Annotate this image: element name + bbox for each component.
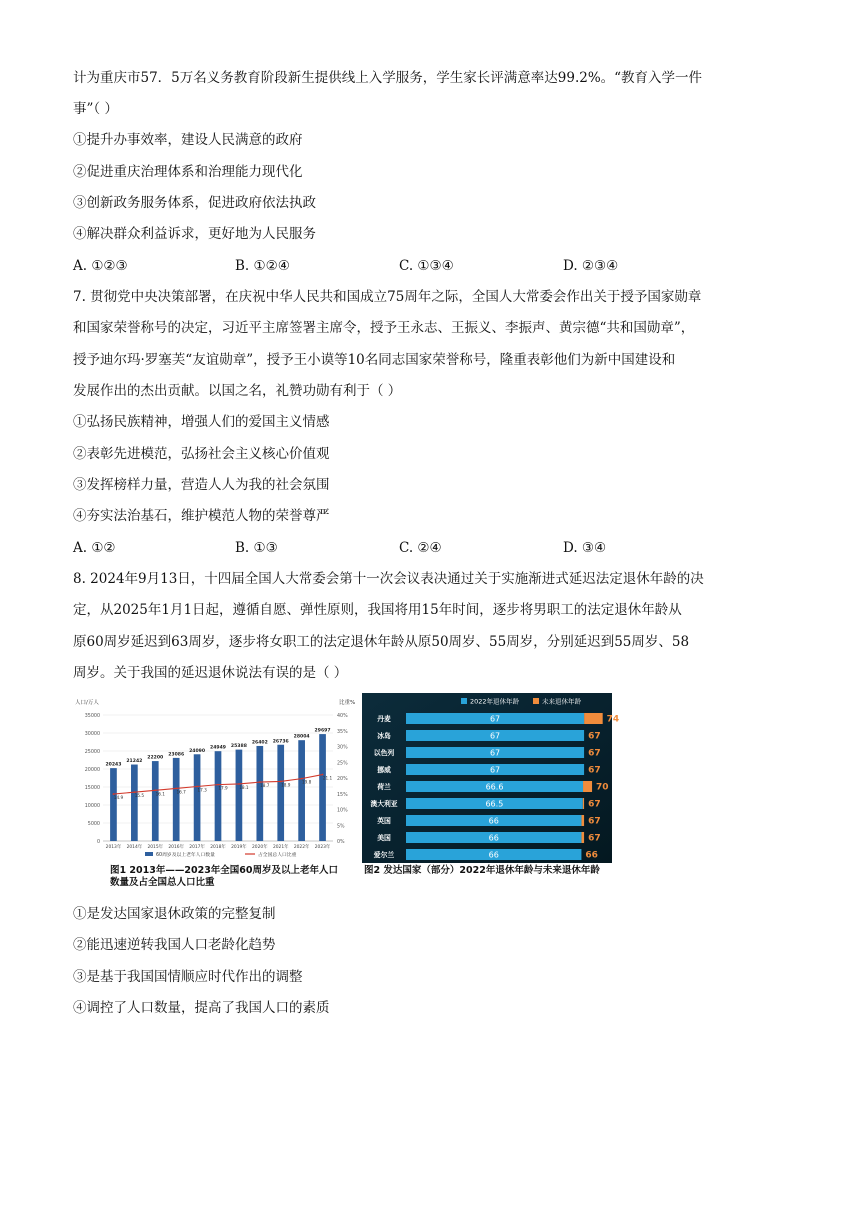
figure-1-y2-tick-label: 0% <box>337 840 345 845</box>
q8-statement-2: ②能迅速逆转我国人口老龄化趋势 <box>73 937 276 953</box>
figure-2-future-label: 67 <box>588 765 601 776</box>
figure-1-bar-label: 21242 <box>126 759 143 765</box>
figure-1-legend-swatch-bars <box>145 852 153 856</box>
figure-1-line-label: 18.9 <box>281 782 291 788</box>
figure-1-y2-tick-label: 5% <box>337 824 345 830</box>
figure-1-line-label: 17.9 <box>218 785 228 791</box>
figure-1-line-label: 18.1 <box>239 784 249 790</box>
figure-1-y-axis-label: 人口/万人 <box>75 700 99 706</box>
figure-1-y2-tick-label: 20% <box>337 777 348 782</box>
figure-1-bar <box>319 734 326 841</box>
figure-1-line-label: 14.9 <box>113 795 124 801</box>
figure-1-line-label: 18.7 <box>260 783 270 789</box>
figure-1-elderly-population-chart <box>73 693 357 863</box>
figure-2-country-label: 英国 <box>377 817 391 825</box>
figure-1-x-tick-label: 2020年 <box>252 845 268 850</box>
figure-2-retirement-age-chart <box>362 693 620 863</box>
figure-1-line-label: 17.3 <box>197 787 207 793</box>
q6-stem-line-1: 计为重庆市57．5万名义务教育阶段新生提供线上入学服务，学生家长评满意率达99.2%。“教育入学一件 <box>73 70 703 86</box>
figure-2-current-label: 66.5 <box>485 799 504 809</box>
figure-2-future-label: 67 <box>588 816 601 827</box>
figure-2-future-label: 67 <box>588 833 601 844</box>
figure-2-country-label: 冰岛 <box>377 732 391 740</box>
figure-1-line-label: 15.5 <box>134 793 145 799</box>
q6-options <box>73 256 773 276</box>
figure-1-bar-label: 24090 <box>189 748 206 754</box>
figure-1-x-tick-label: 2021年 <box>272 845 289 850</box>
figure-1-line-label: 21.1 <box>322 775 333 781</box>
figure-1-x-tick-label: 2014年 <box>126 845 143 850</box>
figure-2-current-label: 67 <box>489 748 501 758</box>
q7-options <box>73 538 773 558</box>
figure-2-country-label: 以色列 <box>373 749 395 757</box>
q6-statement-1: ①提升办事效率，建设人民满意的政府 <box>73 132 303 148</box>
q8-statement-1: ①是发达国家退休政策的完整复制 <box>73 906 276 922</box>
figure-1-y2-tick-label: 40% <box>337 714 348 719</box>
figure-2-current-label: 66.6 <box>485 782 504 792</box>
figure-1-y2-tick-label: 10% <box>337 808 348 814</box>
figure-2-future-label: 74 <box>606 714 620 725</box>
q7-stem-line-1: 7. 贯彻党中央决策部署，在庆祝中华人民共和国成立75周年之际，全国人大常委会作出关于授予国家勋章 <box>73 289 702 305</box>
q8-stem-line-1: 8. 2024年9月13日，十四届全国人大常委会第十一次会议表决通过关于实施渐进式延迟法定退休年龄的决 <box>73 571 704 587</box>
q8-statement-3: ③是基于我国国情顺应时代作出的调整 <box>73 969 303 985</box>
figure-1-line-label: 19.8 <box>301 779 312 785</box>
q6-stem-line-2: 事”（ ） <box>73 101 118 117</box>
figure-1-bar <box>236 750 243 841</box>
figure-1-y-tick-label: 25000 <box>84 750 100 755</box>
figure-1-bar-label: 26402 <box>251 740 268 746</box>
q7-statement-1: ①弘扬民族精神，增强人们的爱国主义情感 <box>73 414 330 430</box>
figure-1-y2-tick-label: 15% <box>337 792 348 798</box>
figure-2-caption: 图2 发达国家（部分）2022年退休年龄与未来退休年龄 <box>364 865 600 876</box>
figure-2-future-bar <box>583 798 584 809</box>
figure-2-current-label: 67 <box>489 765 501 775</box>
figure-1-bar <box>152 761 159 841</box>
figure-1-x-tick-label: 2023年 <box>314 845 331 850</box>
q6-statement-3: ③创新政务服务体系，促进政府依法执政 <box>73 195 316 211</box>
figure-2-legend-swatch-2022 <box>461 698 467 704</box>
q7-stem-line-2: 和国家荣誉称号的决定，习近平主席签署主席令，授予王永志、王振义、李振声、黄宗德“共和国勋章”， <box>73 320 695 336</box>
figure-2-legend-label-2022: 2022年退休年龄 <box>470 697 520 706</box>
q7-option-b[interactable]: B. ①③ <box>235 540 278 556</box>
figure-2-future-label: 67 <box>588 799 601 810</box>
q7-statement-4: ④夯实法治基石，维护模范人物的荣誉尊严 <box>73 508 330 524</box>
figure-1-x-tick-label: 2013年 <box>105 845 122 850</box>
figure-2-future-bar <box>584 713 603 724</box>
figure-1-bar <box>298 740 305 841</box>
figure-1-bar <box>131 765 138 841</box>
figure-1-bar-label: 29697 <box>314 728 331 734</box>
q7-statement-3: ③发挥榜样力量，营造人人为我的社会氛围 <box>73 477 330 493</box>
q6-statement-4: ④解决群众利益诉求，更好地为人民服务 <box>73 226 316 242</box>
q6-option-c[interactable]: C. ①③④ <box>399 258 454 274</box>
figure-1-legend-label-bars: 60周岁及以上老年人口数量 <box>156 853 215 858</box>
q7-statement-2: ②表彰先进模范，弘扬社会主义核心价值观 <box>73 446 330 462</box>
figure-1-y2-axis-label: 比重% <box>339 700 356 706</box>
figure-1-caption <box>110 865 338 889</box>
figure-2-country-label: 荷兰 <box>377 783 391 791</box>
figure-2-future-bar <box>581 832 584 843</box>
q7-option-d[interactable]: D. ③④ <box>563 540 607 556</box>
figure-1-x-tick-label: 2022年 <box>293 845 310 850</box>
figure-1-y2-tick-label: 30% <box>337 745 348 751</box>
q8-stem-line-4: 周岁。关于我国的延迟退休说法有误的是（ ） <box>73 665 348 681</box>
figure-2-future-label: 70 <box>596 782 609 793</box>
figure-1-bar-label: 26736 <box>272 739 289 745</box>
figure-1-y-tick-label: 20000 <box>84 768 100 773</box>
figure-1-y2-tick-label: 35% <box>337 729 348 735</box>
figure-1-bar <box>215 751 222 841</box>
figure-1-y-tick-label: 0 <box>96 840 100 845</box>
figure-1-x-tick-label: 2016年 <box>168 845 184 850</box>
figure-1-bar <box>256 746 263 841</box>
q7-option-a[interactable]: A. ①② <box>73 540 116 556</box>
figure-2-future-label: 67 <box>588 748 601 759</box>
figure-2-future-bar <box>583 781 592 792</box>
figure-1-legend-label-line: 占全国总人口比重 <box>258 853 297 858</box>
figure-1-bar <box>277 745 284 841</box>
q7-stem-line-3: 授予迪尔玛·罗塞芙“友谊勋章”，授予王小谟等10名同志国家荣誉称号，隆重表彰他们为新中国建设和 <box>73 352 676 368</box>
figure-1-caption-line-2: 数量及占全国总人口比重 <box>110 877 215 888</box>
figure-1-y-tick-label: 5000 <box>87 822 100 827</box>
figure-1-x-tick-label: 2019年 <box>231 845 247 850</box>
figure-1-y-tick-label: 15000 <box>84 786 100 791</box>
figure-1-y-tick-label: 30000 <box>84 732 100 737</box>
figure-1-x-tick-label: 2017年 <box>189 845 205 850</box>
figure-1-bar-label: 22200 <box>147 755 164 761</box>
figure-1-bar <box>110 768 117 841</box>
figure-2-country-label: 澳大利亚 <box>370 800 398 808</box>
figure-1-line-label: 16.7 <box>176 789 186 795</box>
figure-1-bar <box>173 758 180 841</box>
figure-2-country-label: 美国 <box>377 834 391 842</box>
figure-2-current-label: 67 <box>489 714 501 724</box>
q8-stem-line-2: 定，从2025年1月1日起，遵循自愿、弹性原则，我国将用15年时间，逐步将男职工的法定退休年龄从 <box>73 602 682 618</box>
figure-2-country-label: 爱尔兰 <box>373 851 395 859</box>
q7-stem-line-4: 发展作出的杰出贡献。以国之名，礼赞功勋有利于（ ） <box>73 383 402 399</box>
figure-1-y-tick-label: 10000 <box>84 804 100 809</box>
figure-2-future-bar <box>581 815 584 826</box>
figure-2-current-label: 66 <box>488 850 499 860</box>
q7-option-c[interactable]: C. ②④ <box>399 540 442 556</box>
figure-1-bar-label: 28004 <box>293 734 310 740</box>
q6-option-d[interactable]: D. ②③④ <box>563 258 619 274</box>
figure-2-future-label: 66 <box>585 850 598 861</box>
figure-2-current-label: 66 <box>488 816 499 826</box>
figure-1-bar-label: 24949 <box>210 745 226 751</box>
q6-option-a[interactable]: A. ①②③ <box>73 258 128 274</box>
figure-1-x-tick-label: 2015年 <box>147 845 164 850</box>
figure-2-country-label: 挪威 <box>377 766 391 774</box>
figure-1-bar-label: 25388 <box>230 744 247 750</box>
figure-2-current-label: 67 <box>489 731 501 741</box>
figure-1-x-tick-label: 2018年 <box>210 845 226 850</box>
figure-1-y2-tick-label: 25% <box>337 761 348 767</box>
figure-1-bar-label: 20243 <box>105 762 122 768</box>
figure-2-country-label: 丹麦 <box>377 715 391 723</box>
figure-2-current-label: 66 <box>488 833 499 843</box>
figure-1-line-label: 16.1 <box>155 791 165 797</box>
figure-1-y-tick-label: 35000 <box>84 714 100 719</box>
figure-2-legend-swatch-future <box>533 698 539 704</box>
figure-1-caption-line-1: 图1 2013年——2023年全国60周岁及以上老年人口 <box>110 865 339 876</box>
q6-option-b[interactable]: B. ①②④ <box>235 258 290 274</box>
figure-1-bar <box>194 754 201 841</box>
figure-2-legend-label-future: 未来退休年龄 <box>542 697 581 706</box>
q8-statement-4: ④调控了人口数量，提高了我国人口的素质 <box>73 1000 330 1016</box>
figure-2-future-label: 67 <box>588 731 601 742</box>
q8-stem-line-3: 原60周岁延迟到63周岁，逐步将女职工的法定退休年龄从原50周岁、55周岁，分别延迟到55周岁、58 <box>73 634 690 650</box>
figure-1-bar-label: 23086 <box>168 752 185 758</box>
q6-statement-2: ②促进重庆治理体系和治理能力现代化 <box>73 164 303 180</box>
